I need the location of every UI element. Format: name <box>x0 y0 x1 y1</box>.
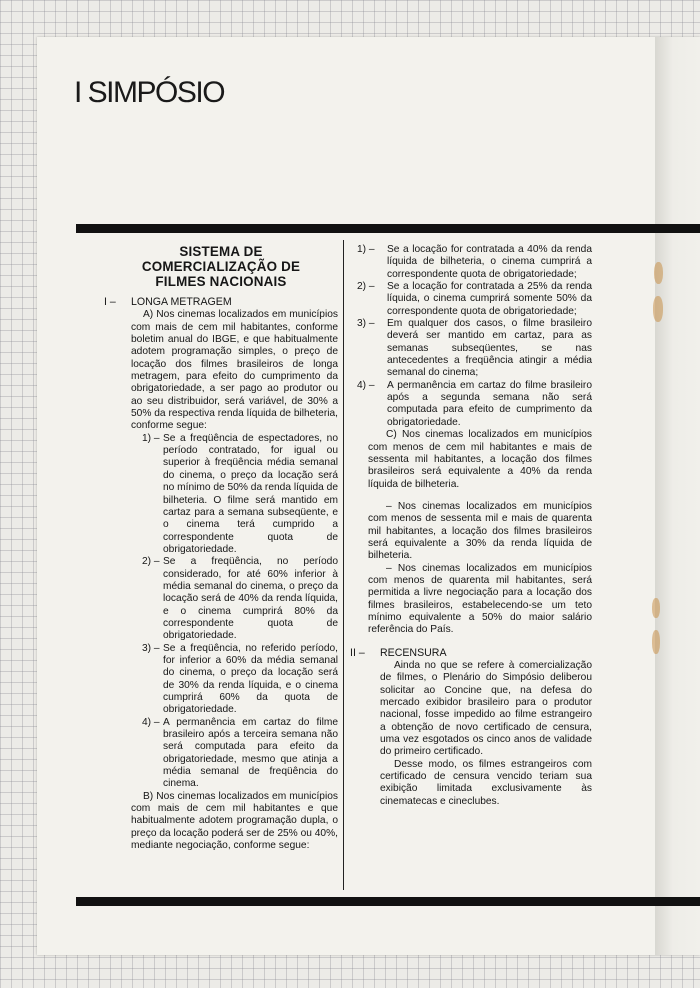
article-title-line: COMERCIALIZAÇÃO DE <box>141 259 301 274</box>
top-rule <box>76 224 700 233</box>
section-number: II – <box>350 646 365 659</box>
page-header-title: I SIMPÓSIO <box>74 76 225 109</box>
article-title-line: FILMES NACIONAIS <box>155 274 287 289</box>
paragraph-d: – Nos cinemas localizados em municípios com menos de sessenta mil e mais de quarenta mil habitantes, a locação dos filmes brasileiros será equivalente a 30% da renda líquida de bilheteria. <box>368 500 592 562</box>
item-number: 3) – <box>142 642 160 654</box>
paragraph-recensura-1: Ainda no que se refere à comercialização de filmes, o Plenário do Simpósio deliberou solicitar ao Concine que, na defesa do mercado exibidor brasileiro para o produtor nacional, fosse impedido ao filme estrangeiro a obtenção de novo certificado de censura, uma vez esgotados os cinco anos de validade do primeiro certificado. <box>380 660 592 758</box>
item-number: 1) – <box>357 244 375 255</box>
paragraph-c: C) Nos cinemas localizados em municípios com menos de cem mil habitantes e mais de sessenta mil habitantes, a locação dos filmes brasileiros será equivalente a 40% da renda líquida de bilheteria. <box>368 429 592 490</box>
item-number: 2) – <box>142 556 160 568</box>
stain-mark <box>654 262 663 284</box>
item-number: 4) – <box>142 716 160 728</box>
item-number: 1) – <box>142 432 160 444</box>
item-text: Se a freqüência, no referido período, for inferior a 60% da média semanal do cinema, o preço da locação será de 30% da renda líquida, e o cinema cumprirá 60% da quota de obrigatoriedade. <box>163 642 338 716</box>
spacer <box>350 637 592 647</box>
item-text: Em qualquer dos casos, o filme brasileiro deverá ser mantido em cartaz, para as semanas subseqüentes, se nas antecedentes a freqüência atingir a média semanal do cinema; <box>387 318 592 379</box>
stain-mark <box>652 598 660 618</box>
column-divider <box>343 240 344 890</box>
item-text: Se a locação for contratada a 40% da renda líquida de bilheteria, o cinema cumprirá a correspondente quota de obrigatoriedade; <box>387 244 592 280</box>
section-title: RECENSURA <box>380 646 447 659</box>
article-title-line: SISTEMA DE <box>179 244 263 259</box>
item-number: 2) – <box>357 281 375 293</box>
article-title <box>104 244 338 289</box>
spacer <box>350 491 592 501</box>
list-item <box>104 643 338 717</box>
section-heading <box>350 647 592 659</box>
item-text: Se a freqüência, no período considerado, for até 60% inferior à média semanal do cinema, o preço da locação será de 40% da renda líquida, e o cinema cumprirá 80% da correspondente quota de obrigatoriedade. <box>163 556 338 642</box>
bottom-rule <box>76 897 700 906</box>
paragraph-b: B) Nos cinemas localizados em municípios com mais de cem mil habitantes e que habitualmente adotem programação dupla, o preço da locação poderá ser de 25% ou 40%, mediante negociação, conforme segue: <box>131 790 338 852</box>
list-item <box>350 318 592 380</box>
page-fold <box>655 37 700 955</box>
list-item <box>104 556 338 642</box>
item-text: Se a freqüência de espectadores, no período contratado, for igual ou superior à freqüência média semanal do cinema, o preço da locação será no mínimo de 50% da renda líquida de bilheteria. O filme será mantido em cartaz para a semana subseqüente, e o cinema terá cumprido a correspondente quota de obrigatoriedade. <box>163 432 339 555</box>
list-item <box>350 244 592 281</box>
paragraph-a: A) Nos cinemas localizados em municípios com mais de cem mil habitantes, conforme boletim anual do IBGE, e que habitualmente adotem programação simples, o preço de locação dos filmes brasileiros de longa metragem, para efeito do cumprimento da obrigatoriedade, a ser pago ao produtor ou ao seu distribuidor, será variável, de 30% a 50% da respectiva renda líquida de bilheteria, conforme segue: <box>131 309 338 432</box>
paragraph-e: – Nos cinemas localizados em municípios com menos de quarenta mil habitantes, será permitida a livre negociação para a locação dos filmes brasileiros, estabelecendo-se um teto mínimo equivalente a 50% do maior salário referência do País. <box>368 562 592 636</box>
section-heading <box>104 296 338 308</box>
item-number: 4) – <box>357 379 375 391</box>
item-number: 3) – <box>357 318 375 330</box>
list-item <box>350 281 592 318</box>
section-number: I – <box>104 296 116 308</box>
left-column <box>104 244 338 852</box>
list-item <box>104 433 338 556</box>
item-text: Se a locação for contratada a 25% da renda líquida, o cinema cumprirá somente 50% da correspondente quota de obrigatoriedade; <box>387 281 592 317</box>
stain-mark <box>652 630 660 654</box>
item-text: A permanência em cartaz do filme brasileiro após a segunda semana não será computada para efeito de cumprimento da obrigatoriedade. <box>387 379 592 428</box>
stain-mark <box>653 296 663 322</box>
list-item <box>350 380 592 429</box>
list-item <box>104 717 338 791</box>
item-text: A permanência em cartaz do filme brasileiro após a terceira semana não será computada para efeito da obrigatoriedade, mesmo que atinja a média semanal de freqüência do cinema. <box>163 716 338 790</box>
paragraph-recensura-2: Desse modo, os filmes estrangeiros com certificado de censura vencido teriam sua exibição limitada exclusivamente às cinematecas e cineclubes. <box>380 758 592 807</box>
right-column <box>350 244 592 808</box>
section-title: LONGA METRAGEM <box>131 296 232 308</box>
